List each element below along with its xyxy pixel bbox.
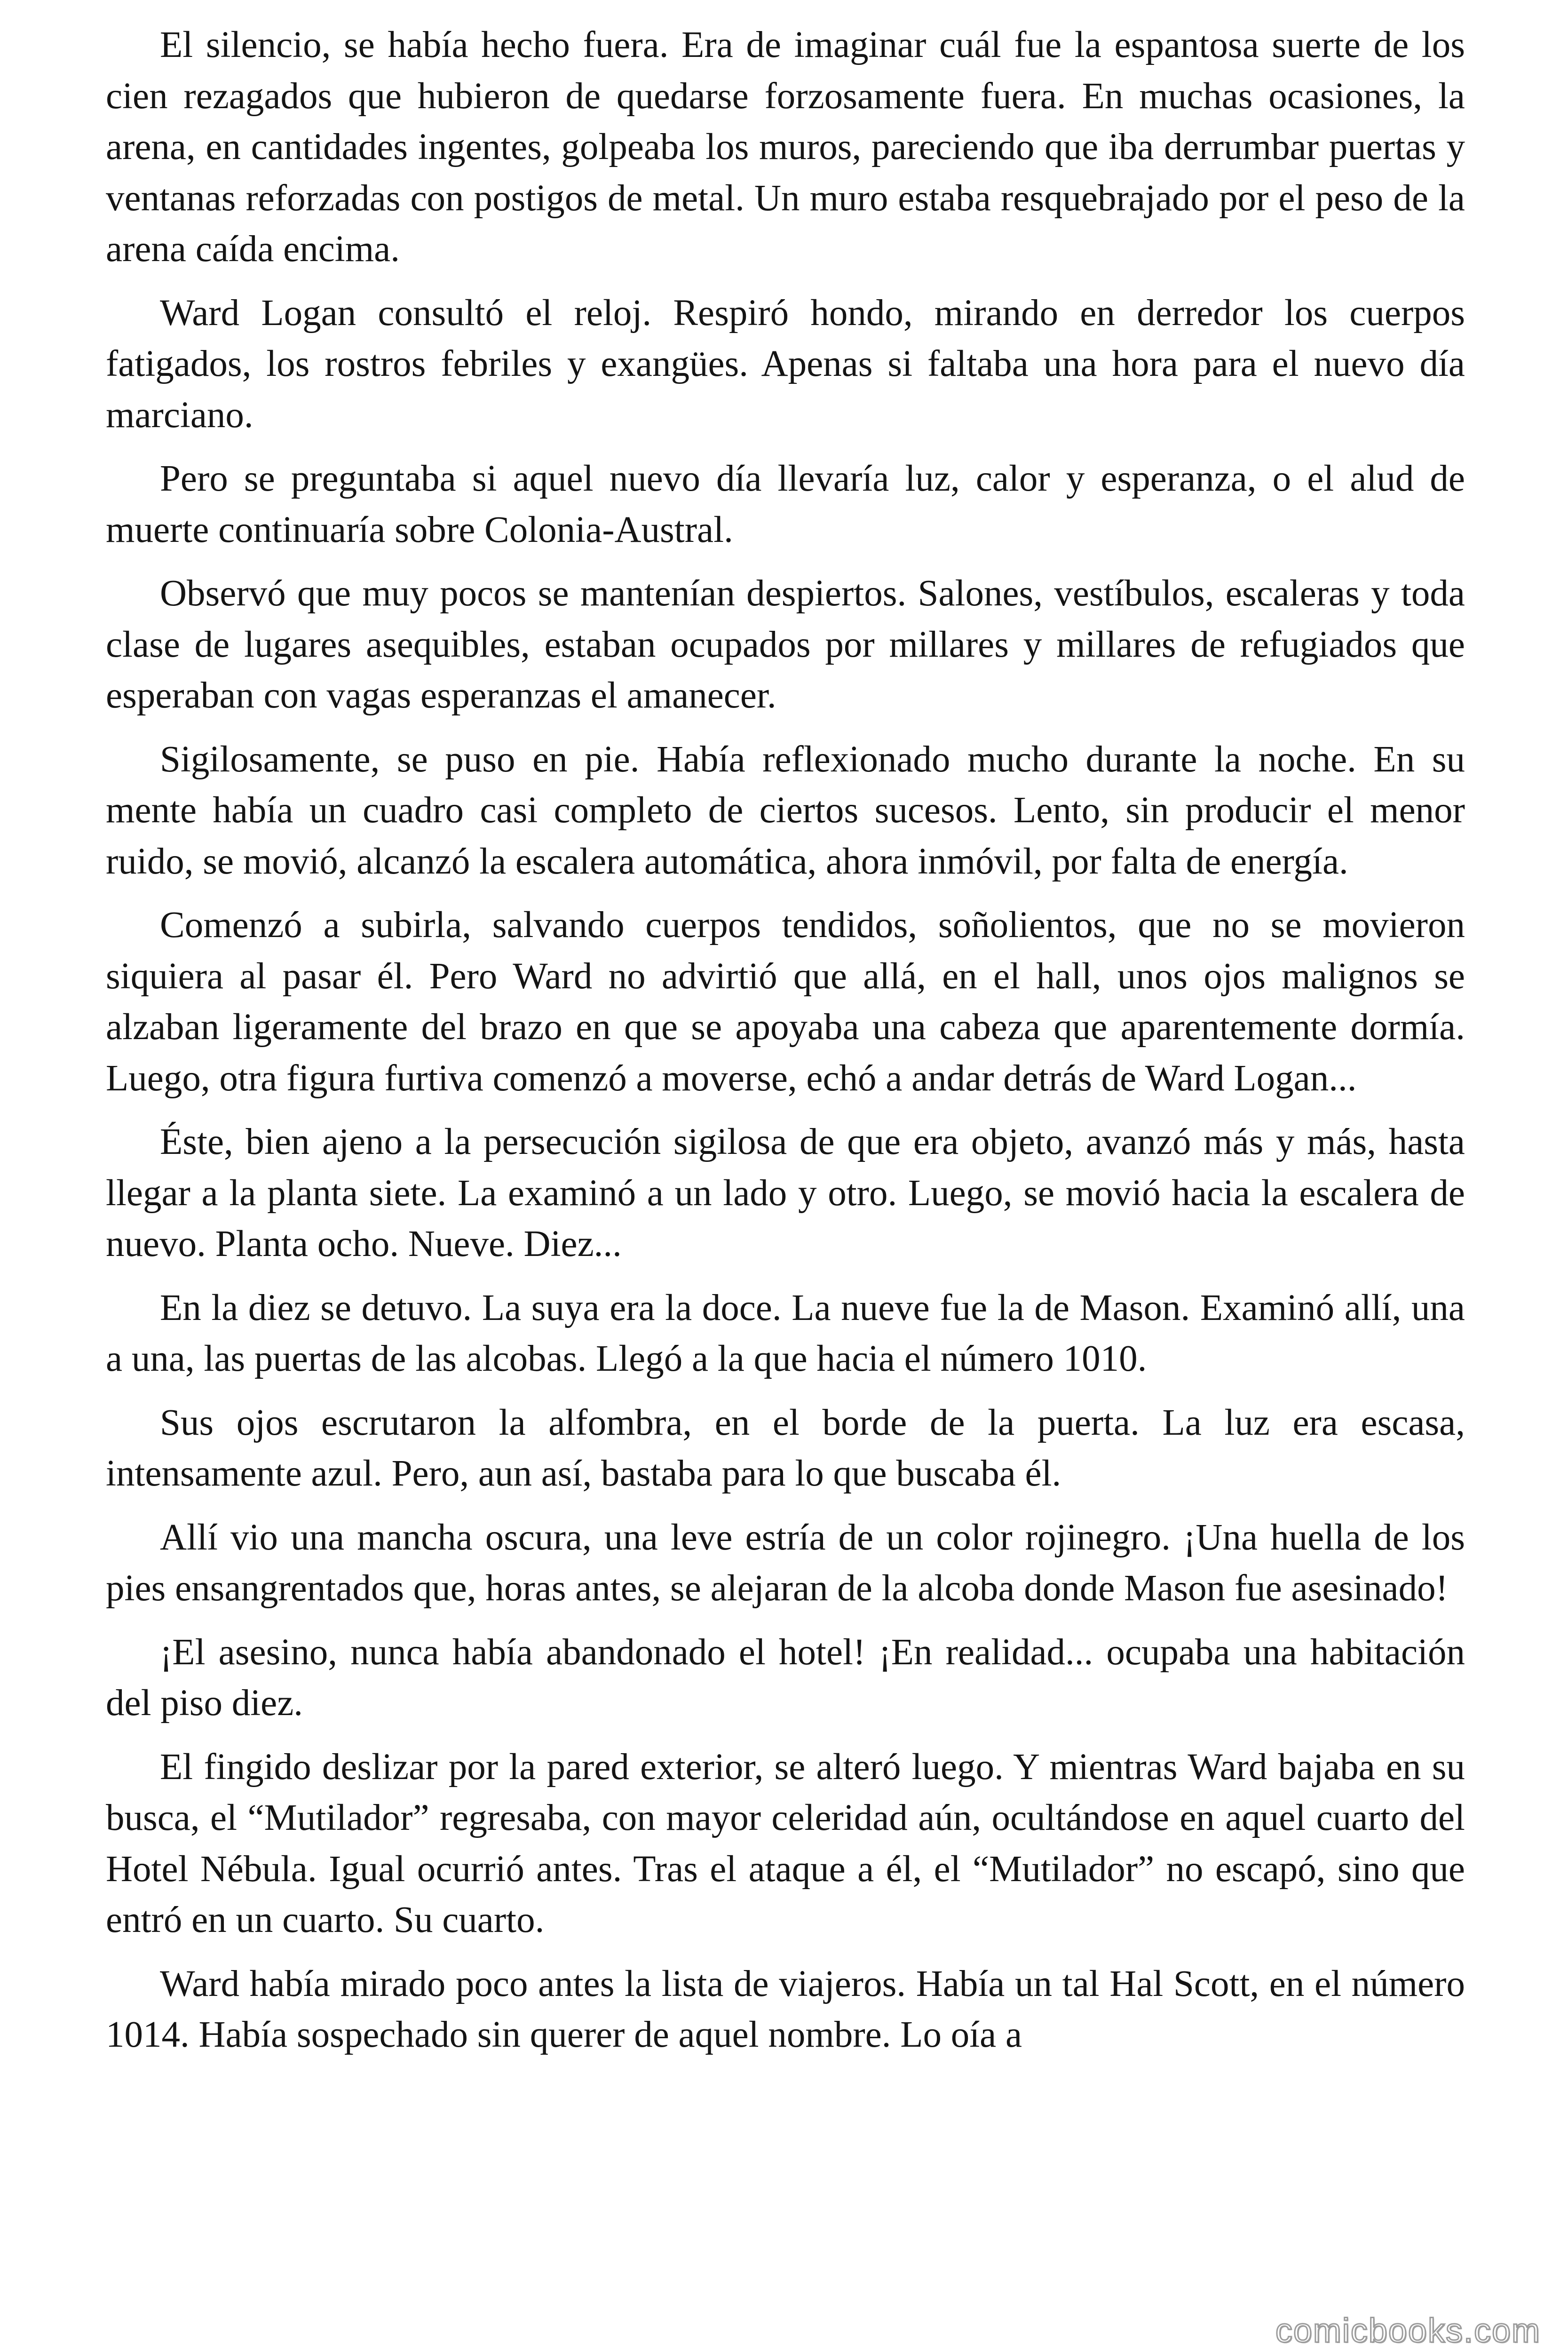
paragraph-8: En la diez se detuvo. La suya era la doce. La nueve fue la de Mason. Examinó allí, una a una, las puertas de las alcobas. Llegó a la que hacia el número 1010. <box>106 1287 1465 1379</box>
paragraph-6: Comenzó a subirla, salvando cuerpos tendidos, soñolientos, que no se movieron siquiera al pasar él. Pero Ward no advirtió que allá, en el hall, unos ojos malignos se alzaban ligeramente del brazo en que se apoyaba una cabeza que aparentemente dormía. Luego, otra figura furtiva comenzó a moverse, echó a andar detrás de Ward Logan... <box>106 905 1465 1099</box>
paragraph-1: El silencio, se había hecho fuera. Era de imaginar cuál fue la espantosa suerte de los cien rezagados que hubieron de quedarse forzosamente fuera. En muchas ocasiones, la arena, en cantidades ingentes, golpeaba los muros, pareciendo que iba derrumbar puertas y ventanas reforzadas con postigos de metal. Un muro estaba resquebrajado por el peso de la arena caída encima. <box>106 24 1465 270</box>
paragraph-12: El fingido deslizar por la pared exterior, se alteró luego. Y mientras Ward bajaba en su busca, el “Mutilador” regresaba, con mayor celeridad aún, ocultándose en aquel cuarto del Hotel Nébula. Igual ocurrió antes. Tras el ataque a él, el “Mutilador” no escapó, sino que entró en un cuarto. Su cuarto. <box>106 1746 1465 1940</box>
watermark-logo: comicbooks.com <box>1275 2312 1541 2350</box>
paragraph-4: Observó que muy pocos se mantenían despiertos. Salones, vestíbulos, escaleras y toda clase de lugares asequibles, estaban ocupados por millares y millares de refugiados que esperaban con vagas esperanzas el amanecer. <box>106 573 1465 716</box>
paragraph-11: ¡El asesino, nunca había abandonado el hotel! ¡En realidad... ocupaba una habitación del piso diez. <box>106 1631 1465 1724</box>
paragraph-7: Éste, bien ajeno a la persecución sigilosa de que era objeto, avanzó más y más, hasta llegar a la planta siete. La examinó a un lado y otro. Luego, se movió hacia la escalera de nuevo. Planta ocho. Nueve. Diez... <box>106 1121 1465 1264</box>
document-page <box>106 20 1465 2061</box>
paragraph-10: Allí vio una mancha oscura, una leve estría de un color rojinegro. ¡Una huella de los pies ensangrentados que, horas antes, se alejaran de la alcoba donde Mason fue asesinado! <box>106 1517 1465 1609</box>
paragraph-5: Sigilosamente, se puso en pie. Había reflexionado mucho durante la noche. En su mente había un cuadro casi completo de ciertos sucesos. Lento, sin producir el menor ruido, se movió, alcanzó la escalera automática, ahora inmóvil, por falta de energía. <box>106 739 1465 882</box>
paragraph-2: Ward Logan consultó el reloj. Respiró hondo, mirando en derredor los cuerpos fatigados, los rostros febriles y exangües. Apenas si faltaba una hora para el nuevo día marciano. <box>106 292 1465 436</box>
paragraph-3: Pero se preguntaba si aquel nuevo día llevaría luz, calor y esperanza, o el alud de muerte continuaría sobre Colonia-Austral. <box>106 458 1465 550</box>
paragraph-9: Sus ojos escrutaron la alfombra, en el borde de la puerta. La luz era escasa, intensamente azul. Pero, aun así, bastaba para lo que buscaba él. <box>106 1402 1465 1494</box>
paragraph-13: Ward había mirado poco antes la lista de viajeros. Había un tal Hal Scott, en el número 1014. Había sospechado sin querer de aquel nombre. Lo oía a <box>106 1963 1465 2055</box>
